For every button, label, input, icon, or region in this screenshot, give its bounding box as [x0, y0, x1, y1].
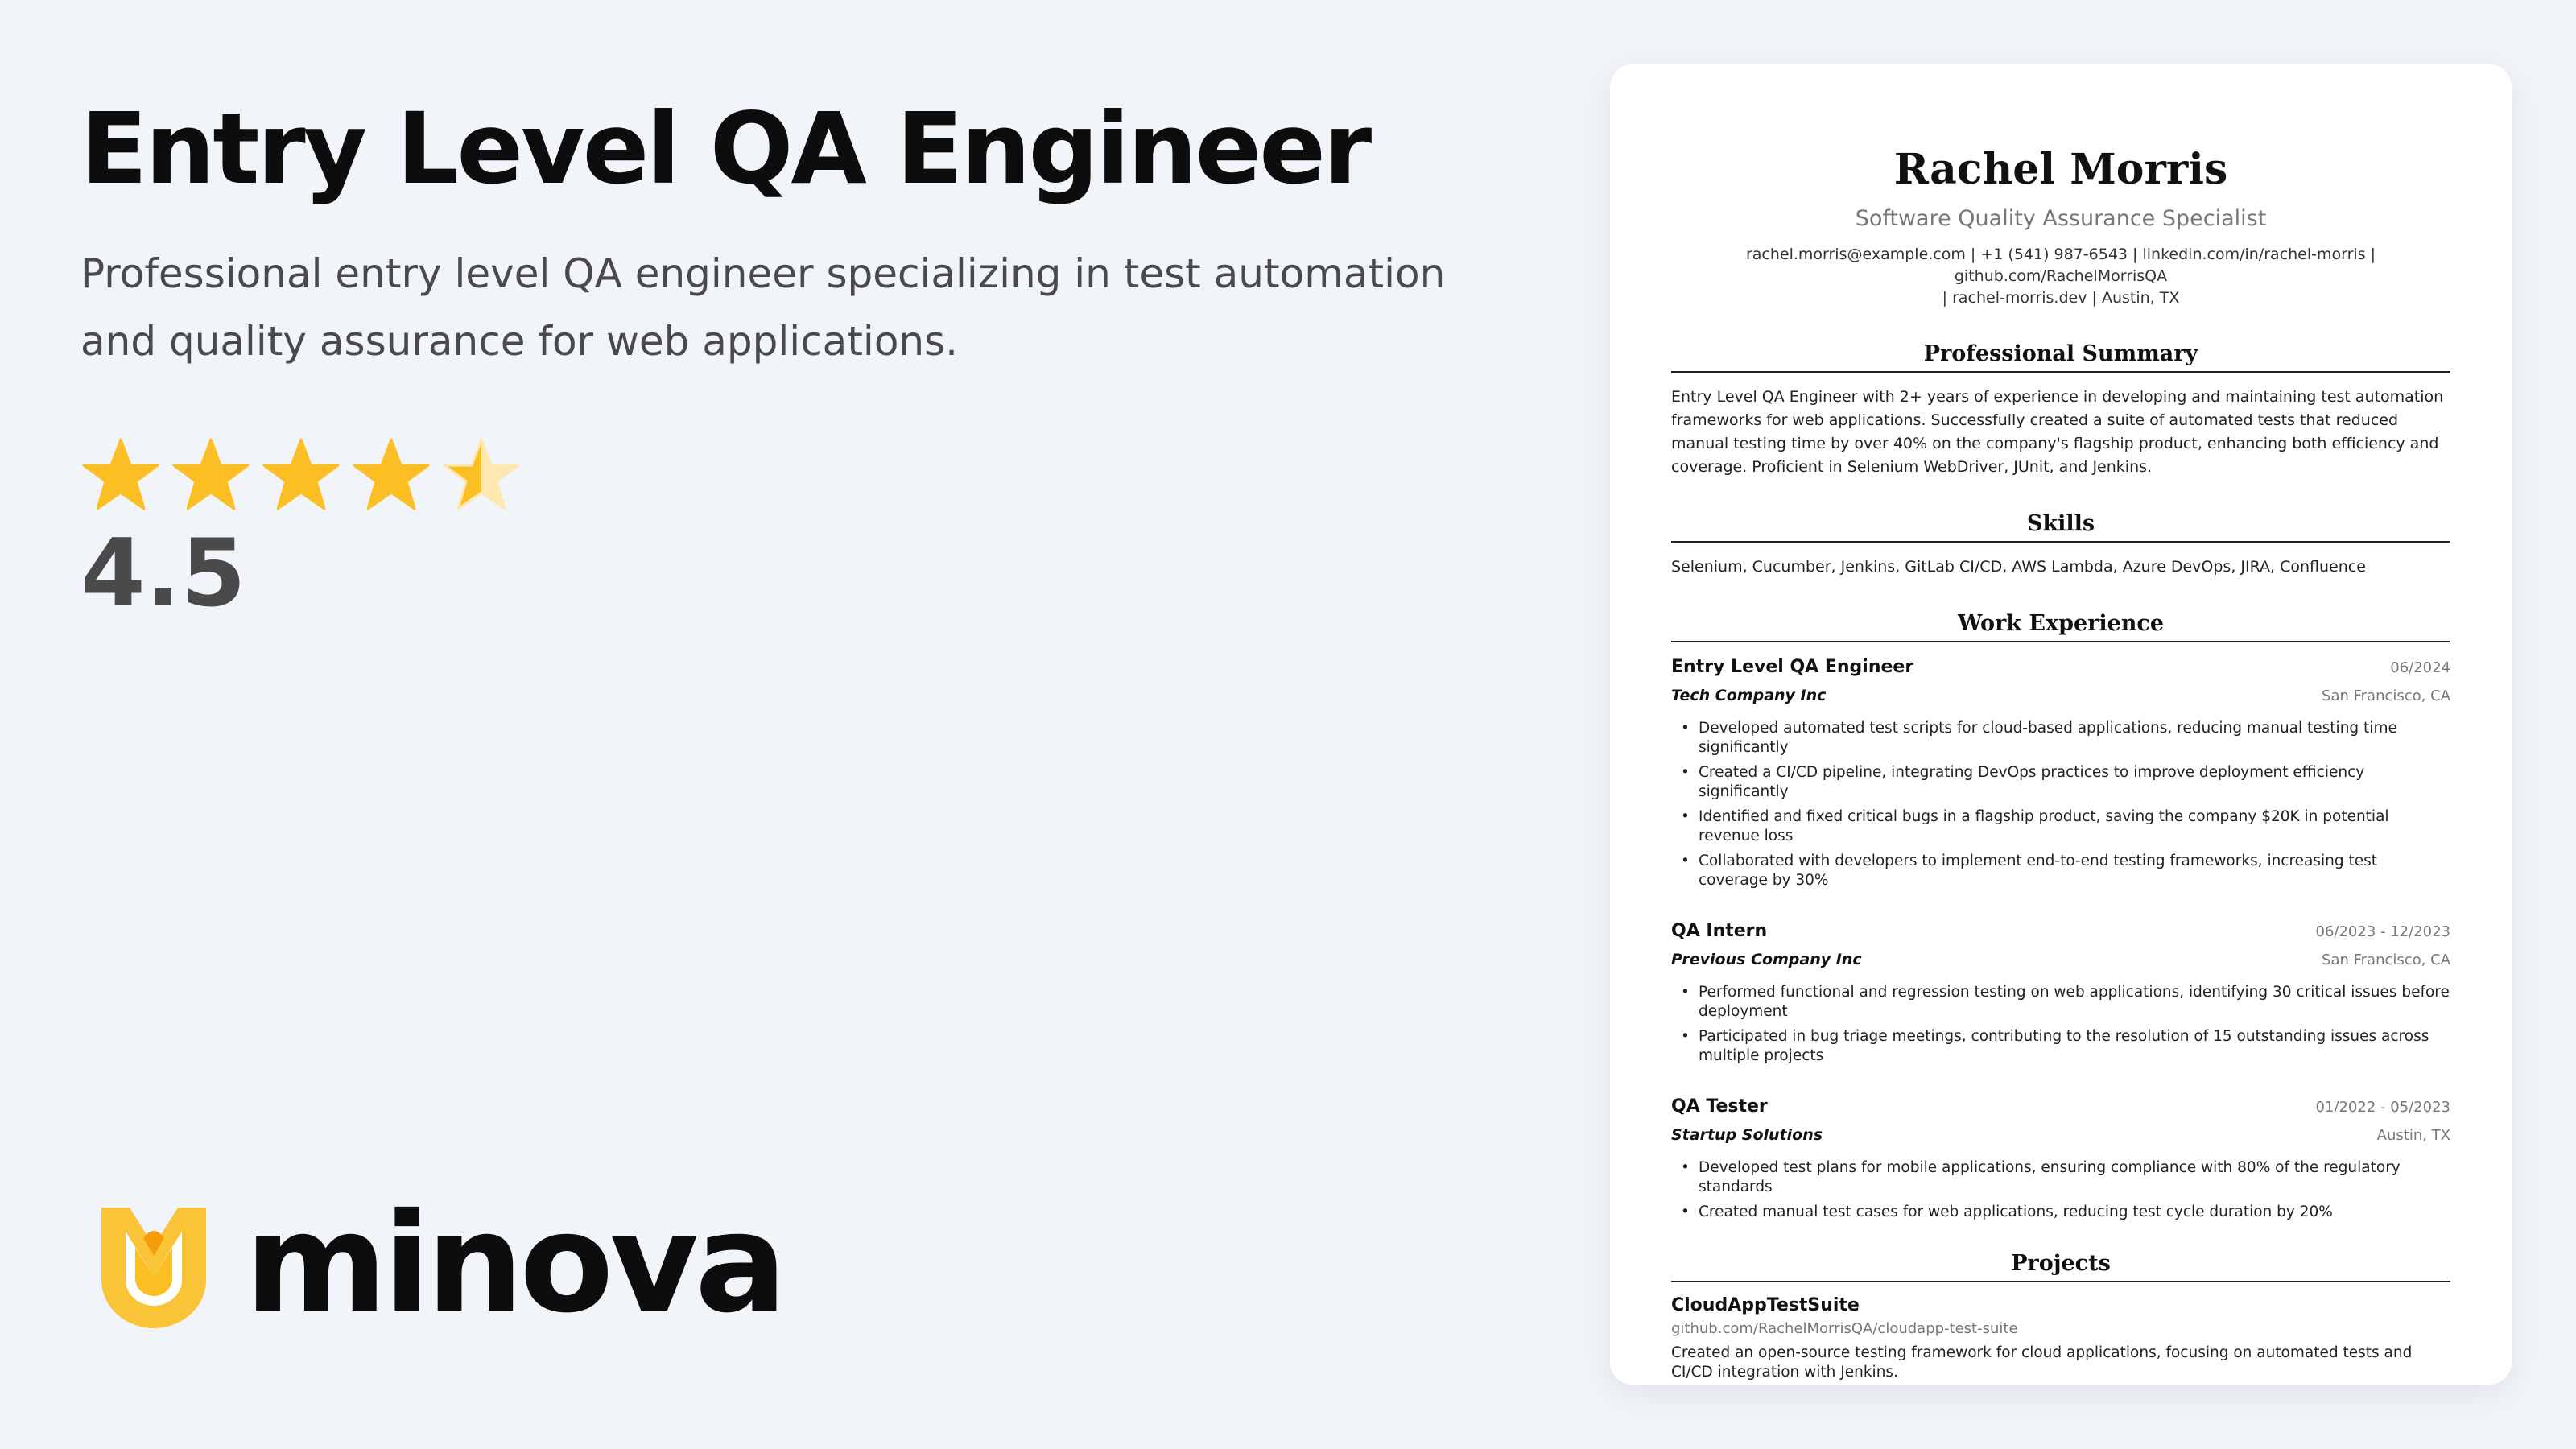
job-subheader: [1671, 1119, 2450, 1147]
job-bullets: [1671, 983, 2450, 1066]
star-icon: [80, 435, 161, 515]
job-bullets: [1671, 1158, 2450, 1222]
star-icon: [351, 435, 431, 515]
contact-line: | rachel-morris.dev | Austin, TX: [1942, 289, 2180, 308]
job-header: [1671, 655, 2450, 679]
job-entry: [1671, 655, 2450, 890]
project-list: [1671, 1295, 2450, 1382]
resume-preview: [1610, 64, 2512, 1385]
projects-section: [1671, 1251, 2450, 1382]
job-company: Startup Solutions: [1671, 1126, 1823, 1145]
list-item: • Performed functional and regression testing on web applications, identifying 30 critical issues before deployment: [1671, 983, 2450, 1022]
list-item: • Created manual test cases for web applications, reducing test cycle duration by 20%: [1671, 1203, 2450, 1222]
contact-line: rachel.morris@example.com | +1 (541) 987-6543 | linkedin.com/in/rachel-morris | github.com/RachelMorrisQA: [1745, 246, 2376, 286]
project-link[interactable]: github.com/RachelMorrisQA/cloudapp-test-suite: [1671, 1320, 2018, 1338]
job-location: San Francisco, CA: [2322, 952, 2450, 969]
job-company: Tech Company Inc: [1671, 687, 1827, 705]
brand-logo: [93, 1184, 783, 1344]
job-title: QA Intern: [1671, 921, 1768, 942]
job-date: 06/2023 - 12/2023: [2315, 923, 2450, 941]
project-name: CloudAppTestSuite: [1671, 1295, 1860, 1316]
brand-name: minova: [245, 1184, 783, 1344]
list-item: • Created a CI/CD pipeline, integrating DevOps practices to improve deployment efficiency significantly: [1671, 763, 2450, 802]
page-subtitle: Professional entry level QA engineer specializing in test automation and quality assurance for web applications.: [80, 250, 1446, 365]
job-date: 06/2024: [2390, 659, 2450, 677]
job-company: Previous Company Inc: [1671, 951, 1862, 969]
star-icon: [441, 435, 522, 515]
section-heading: Work Experience: [1671, 611, 2450, 642]
project-description: Created an open-source testing framework for cloud applications, focusing on automated tests and CI/CD integration with Jenkins.: [1671, 1344, 2413, 1381]
skills-text: Selenium, Cucumber, Jenkins, GitLab CI/CD, AWS Lambda, Azure DevOps, JIRA, Confluence: [1671, 558, 2366, 576]
resume-name: Rachel Morris: [1893, 145, 2228, 194]
summary-text: Entry Level QA Engineer with 2+ years of experience in developing and maintaining test automation frameworks for web applications. Successfully created a suite of automated tests that reduced manual testing time by over 40% on the company's flagship product, enhancing both efficiency and coverage. Proficient in Selenium WebDriver, JUnit, and Jenkins.: [1671, 388, 2444, 477]
job-title: QA Tester: [1671, 1096, 1768, 1117]
job-bullets: [1671, 719, 2450, 890]
job-header: [1671, 919, 2450, 943]
resume-title: Software Quality Assurance Specialist: [1855, 206, 2267, 232]
section-heading: Projects: [1671, 1251, 2450, 1282]
job-location: San Francisco, CA: [2322, 687, 2450, 705]
section-heading: Skills: [1671, 511, 2450, 543]
minova-logo-icon: [93, 1199, 214, 1328]
job-entry: [1671, 1095, 2450, 1222]
page-title: Entry Level QA Engineer: [80, 92, 1370, 206]
experience-section: [1671, 611, 2450, 1222]
resume-contact: [1671, 244, 2450, 309]
job-subheader: [1671, 679, 2450, 708]
list-item: • Participated in bug triage meetings, contributing to the resolution of 15 outstanding issues across multiple projects: [1671, 1027, 2450, 1066]
star-rating: [80, 435, 522, 515]
section-heading: Professional Summary: [1671, 341, 2450, 373]
star-icon: [261, 435, 341, 515]
job-header: [1671, 1095, 2450, 1119]
list-item: • Identified and fixed critical bugs in a flagship product, saving the company $20K in potential revenue loss: [1671, 807, 2450, 846]
job-subheader: [1671, 943, 2450, 972]
rating-value: 4.5: [80, 519, 246, 628]
summary-section: [1671, 341, 2450, 479]
job-list: [1671, 655, 2450, 1222]
hero-section: [80, 92, 1449, 375]
job-location: Austin, TX: [2376, 1127, 2450, 1145]
list-item: • Collaborated with developers to implement end-to-end testing frameworks, increasing test coverage by 30%: [1671, 852, 2450, 890]
job-date: 01/2022 - 05/2023: [2315, 1099, 2450, 1117]
job-entry: [1671, 919, 2450, 1066]
star-icon: [171, 435, 251, 515]
job-title: Entry Level QA Engineer: [1671, 657, 1914, 678]
skills-section: [1671, 511, 2450, 579]
list-item: • Developed test plans for mobile applications, ensuring compliance with 80% of the regulatory standards: [1671, 1158, 2450, 1197]
list-item: • Developed automated test scripts for cloud-based applications, reducing manual testing time significantly: [1671, 719, 2450, 758]
